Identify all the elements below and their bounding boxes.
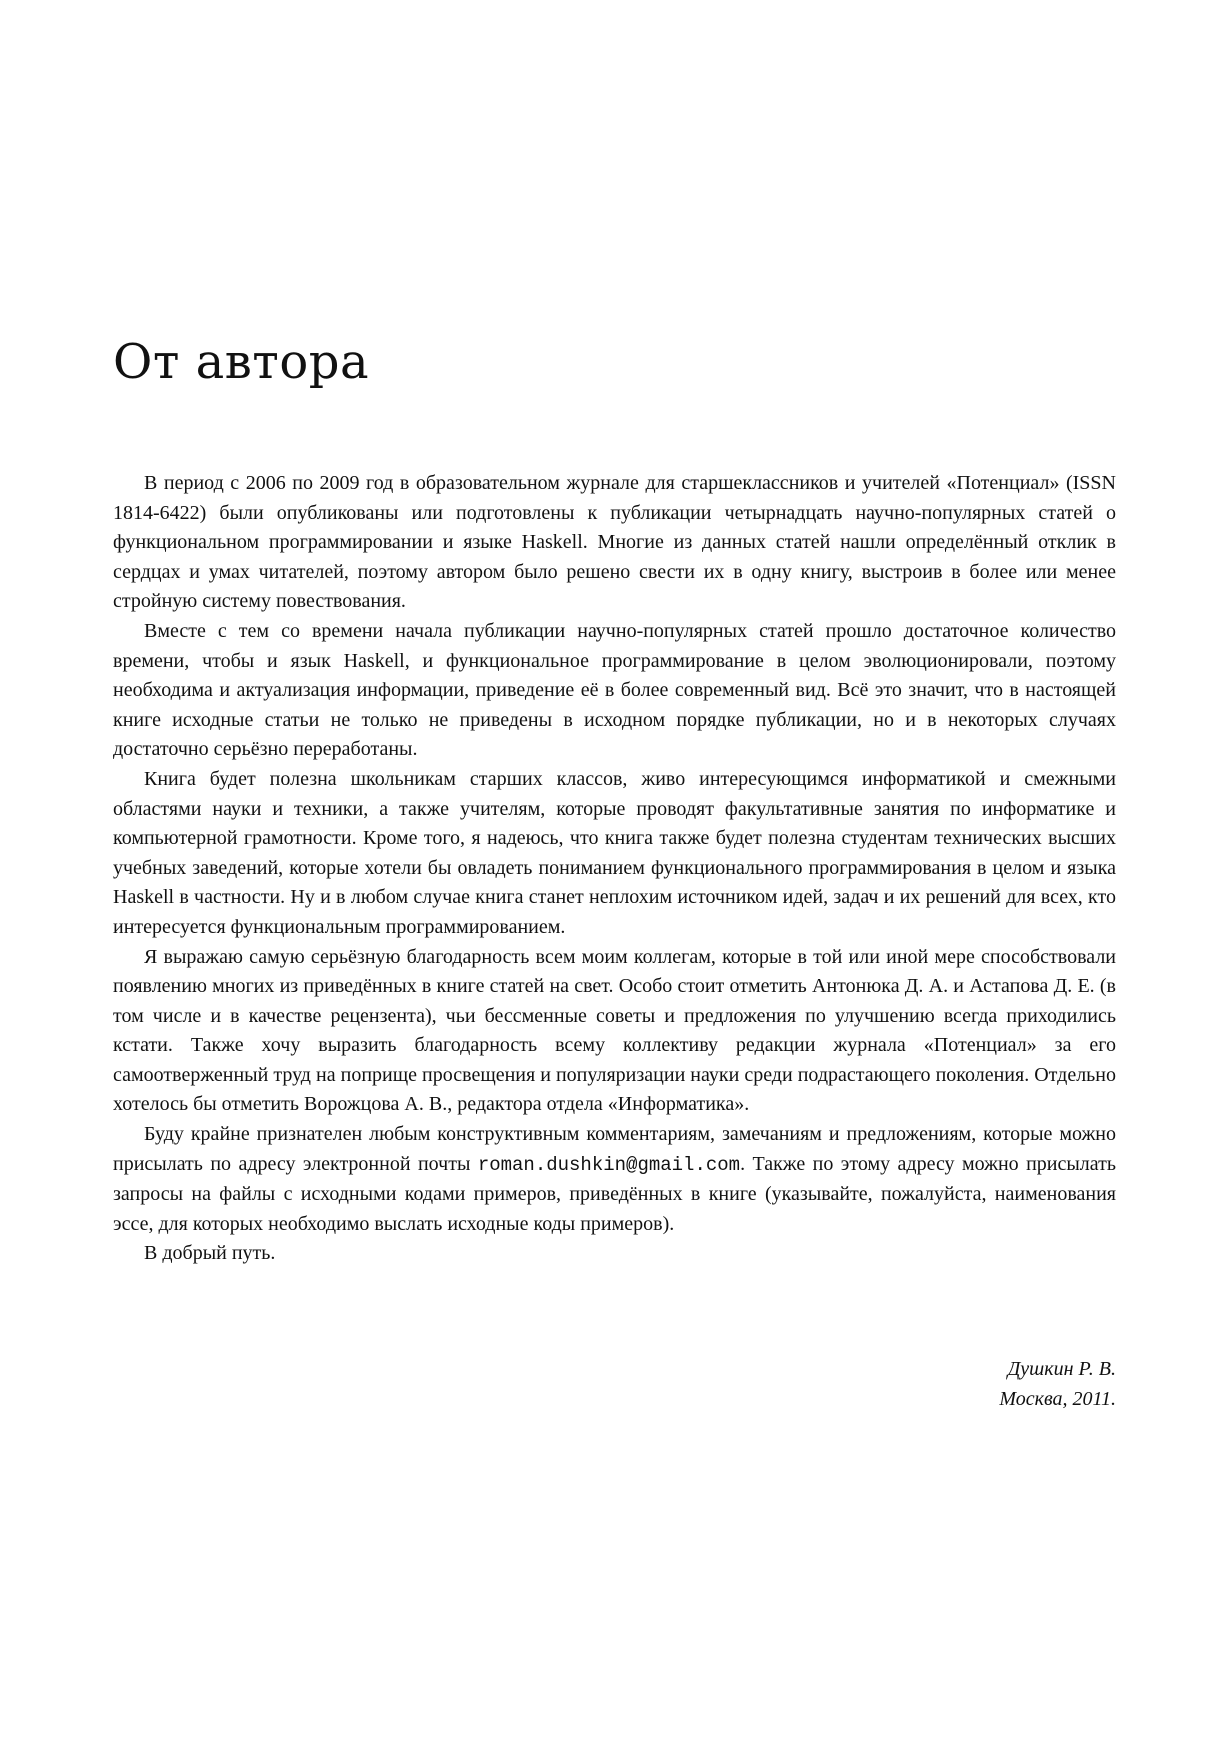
signature-author: Душкин Р. В. <box>1007 1358 1116 1380</box>
paragraph-farewell: В добрый путь. <box>144 1242 276 1265</box>
contact-text-before: Буду крайне признателен любым конструктивным комментариям, замечаниям и предложениям, которые можно присылать по адресу электронной почты <box>113 1123 1116 1175</box>
paragraph-acknowledgements: Я выражаю самую серьёзную благодарность всем моим коллегам, которые в той или иной мере способствовали появлению многих из приведённых в книге статей на свет. Особо стоит отметить Антонюка Д. А. и Астапова Д. Е. (в том числе и в качестве рецензента), чьи бессменные советы и предложения по улучшению всегда приходились кстати. Также хочу выразить благодарность всему коллективу редакции журнала «Потенциал» за его самоотверженный труд на поприще просвещения и популяризации науки среди подрастающего поколения. Отдельно хотелось бы отметить Ворожцова А. В., редактора отдела «Информатика». <box>113 945 1116 1116</box>
contact-text-after: . Также по этому адресу можно присылать запросы на файлы с исходными кодами примеров, приведённых в книге (указывайте, пожалуйста, наименования эссе, для которых необходимо выслать исходные коды примеров). <box>113 1152 1116 1235</box>
paragraph-revision: Вместе с тем со времени начала публикации научно-популярных статей прошло достаточное количество времени, чтобы и язык Haskell, и функциональное программирование в целом эволюционировали, поэтому необходима и актуализация информации, приведение её в более современный вид. Всё это значит, что в настоящей книге исходные статьи не только не приведены в исходном порядке публикации, но и в некоторых случаях достаточно серьёзно переработаны. <box>113 619 1116 761</box>
paragraph-audience: Книга будет полезна школьникам старших классов, живо интересующимся информатикой и смежными областями науки и техники, а также учителям, которые проводят факультативные занятия по информатике и компьютерной грамотности. Кроме того, я надеюсь, что книга также будет полезна студентам технических высших учебных заведений, которые хотели бы овладеть пониманием функционального программирования в целом и языка Haskell в частности. Ну и в любом случае книга станет неплохим источником идей, задач и их решений для всех, кто интересуется функциональным программированием. <box>113 767 1116 938</box>
body-text <box>113 469 1116 1269</box>
email-link[interactable]: roman.dushkin@gmail.com <box>477 1153 741 1176</box>
chapter-title: От автора <box>113 334 370 390</box>
signature-place-year: Москва, 2011. <box>999 1387 1116 1410</box>
paragraph-intro: В период с 2006 по 2009 год в образовательном журнале для старшеклассников и учителей «Потенциал» (ISSN 1814-6422) были опубликованы или подготовлены к публикации четырнадцать научно-популярных статей о функциональном программировании и языке Haskell. Многие из данных статей нашли определённый отклик в сердцах и умах читателей, поэтому автором было решено свести их в одну книгу, выстроив в более или менее стройную систему повествования. <box>113 472 1116 613</box>
signature <box>999 1355 1116 1414</box>
paragraph-contact <box>113 1120 1116 1239</box>
